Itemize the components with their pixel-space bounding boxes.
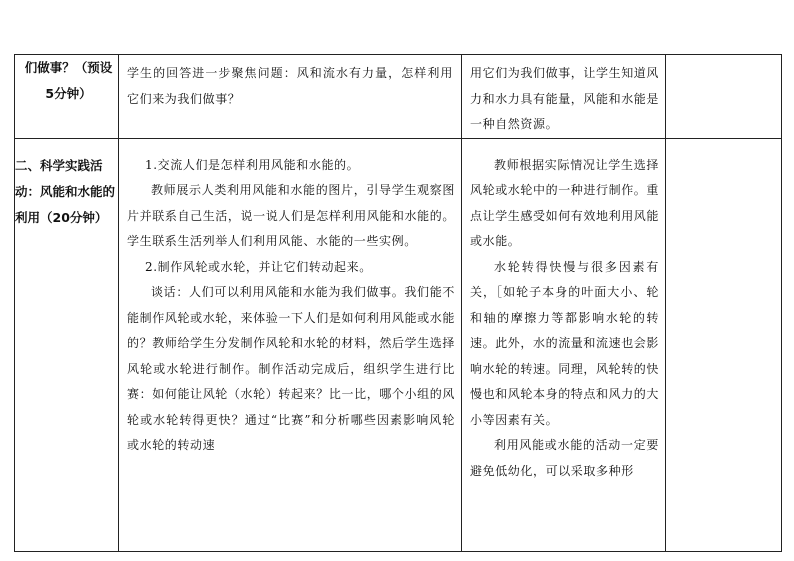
intent-cell [462,55,666,139]
table-row [15,55,782,139]
activity-step-2: 2.制作风轮或水轮，并让它们转动起来。 [145,259,372,274]
activity-step-1: 1.交流人们是怎样利用风能和水能的。 [145,157,360,172]
activity-paragraph: 谈话：人们可以利用风能和水能为我们做事。我们能不能制作风轮或水轮，来体验一下人们是如何利用风能或水能的？教师给学生分发制作风轮和水轮的材料，然后学生选择风轮或水轮进行制作。制作活动完成后，组织学生进行比赛：如何能让风轮（水轮）转起来？比一比，哪个小组的风轮或水轮转得更快？通过“比赛”和分析哪些因素影响风轮或水轮的转动速 [127,285,455,452]
intent-paragraph: 教师根据实际情况让学生选择风轮或水轮中的一种进行制作。重点让学生感受如何有效地利用风能或水能。 [470,157,660,248]
activity-text: 学生的回答进一步聚焦问题：风和流水有力量，怎样利用它们来为我们做事？ [127,66,453,106]
activity-cell [119,55,462,139]
intent-text: 用它们为我们做事，让学生知道风力和水力具有能量，风能和水能是一种自然资源。 [470,66,660,131]
notes-cell [666,55,782,139]
section-cell [15,138,119,551]
section-label: 二、科学实践活动：风能和水能的利用（20分钟） [15,157,116,225]
table-row [15,138,782,551]
lesson-plan-table [14,54,782,552]
section-label-line2: 5分钟） [45,86,92,101]
section-cell [15,55,119,139]
intent-paragraph: 水轮转得快慢与很多因素有关，［如轮子本身的叶面大小、轮和轴的摩擦力等都影响水轮的转速。此外，水的流量和流速也会影响水轮的转速。同理，风轮转的快慢也和风轮本身的特点和风力的大小等因素有关。 [470,259,660,427]
section-label-line1: 们做事？（预设 [24,60,113,75]
notes-cell [666,138,782,551]
activity-paragraph: 教师展示人类利用风能和水能的图片，引导学生观察图片并联系自己生活，说一说人们是怎样利用风能和水能的。学生联系生活列举人们利用风能、水能的一些实例。 [127,183,455,248]
activity-cell [119,138,462,551]
intent-paragraph: 利用风能或水能的活动一定要避免低幼化，可以采取多种形 [470,438,659,478]
intent-cell [462,138,666,551]
